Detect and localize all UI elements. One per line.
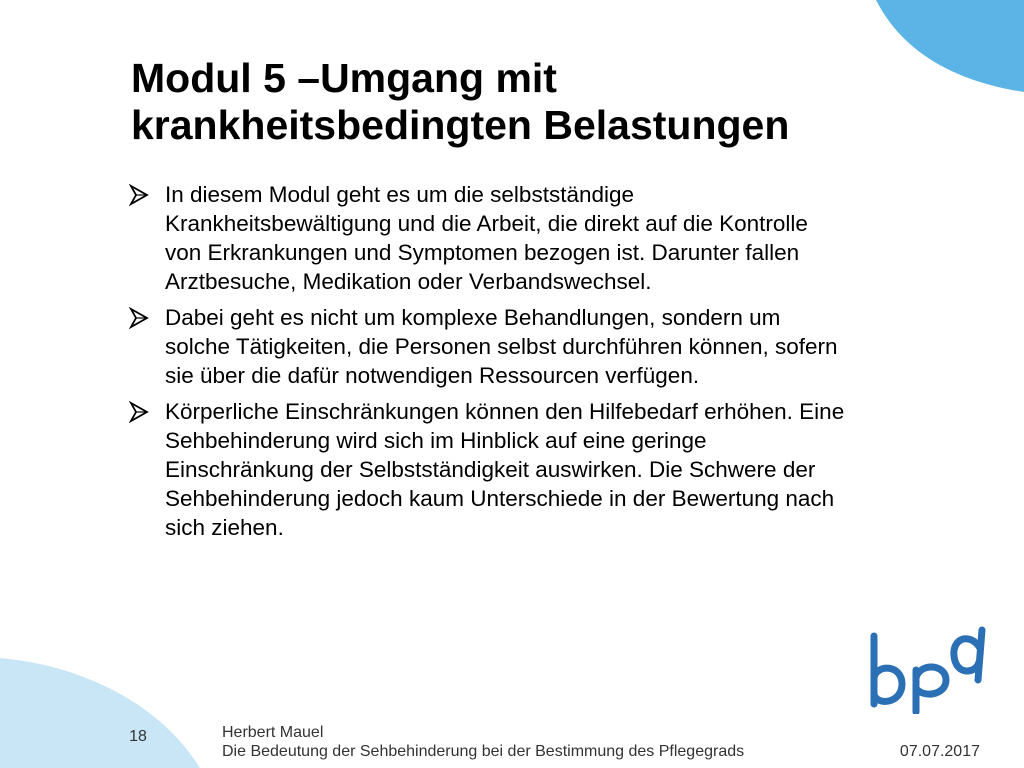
slide-title-line-2: krankheitsbedingten Belastungen: [131, 102, 790, 148]
bpa-logo: [866, 622, 990, 714]
footer-author: Herbert Mauel: [222, 724, 324, 741]
bullet-text: In diesem Modul geht es um die selbstständige Krankheitsbewältigung und die Arbeit, die direkt auf die Kontrolle von Erkrankungen und Symptomen bezogen ist. Darunter fallen Arztbesuche, Medikation oder Verbandswechsel.: [165, 182, 808, 294]
arrowhead-bullet-icon: [128, 307, 150, 329]
bullet-item: [128, 397, 848, 542]
corner-decoration-bottom-left: [0, 658, 205, 768]
footer-subtitle: Die Bedeutung der Sehbehinderung bei der Bestimmung des Pflegegrads: [222, 743, 745, 760]
footer-date: 07.07.2017: [899, 743, 980, 760]
slide-title: [131, 55, 951, 149]
arrowhead-bullet-icon: [128, 401, 150, 423]
bullet-text: Körperliche Einschränkungen können den Hilfebedarf erhöhen. Eine Sehbehinderung wird sich im Hinblick auf eine geringe Einschränkung der Selbstständigkeit auswirken. Die Schwere der Sehbehinderung jedoch kaum Unterschiede in der Bewertung nach sich ziehen.: [165, 399, 845, 540]
bullet-item: [128, 180, 848, 296]
bullet-item: [128, 303, 848, 390]
bullet-text: Dabei geht es nicht um komplexe Behandlungen, sondern um solche Tätigkeiten, die Personen selbst durchführen können, sofern sie über die dafür notwendigen Ressourcen verfügen.: [165, 305, 838, 388]
bullet-list: [128, 180, 848, 549]
page-number: 18: [129, 728, 147, 745]
slide-title-line-1: Modul 5 –Umgang mit: [131, 55, 557, 101]
arrowhead-bullet-icon: [128, 184, 150, 206]
